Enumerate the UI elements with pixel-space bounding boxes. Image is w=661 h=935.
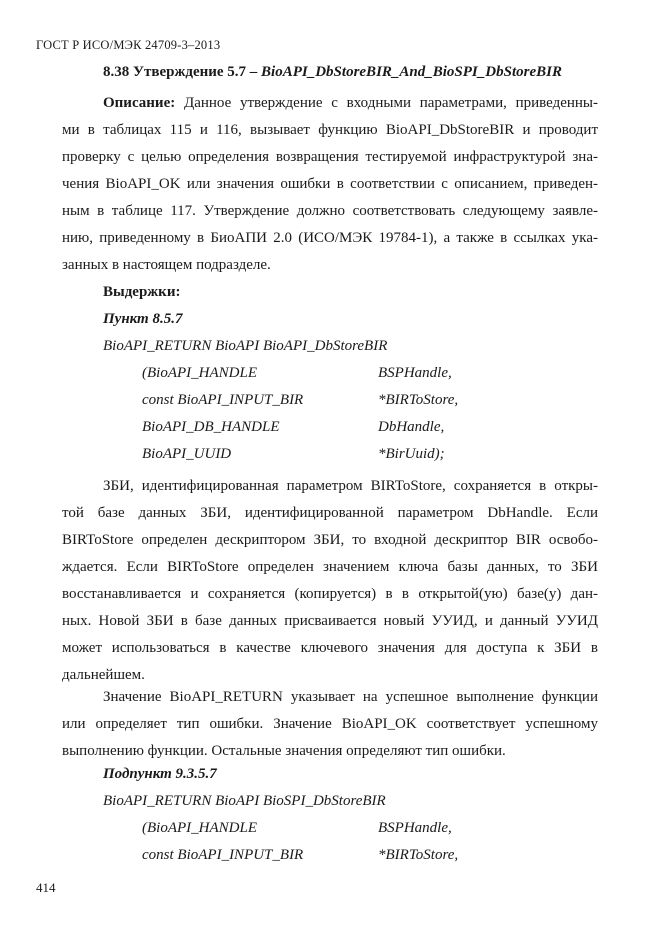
paragraph-line: или определяет тип ошибки. Значение BioAPI_OK соответствует успешному	[62, 716, 598, 732]
paragraph-line: чения BioAPI_OK или значения ошибки в соответствии с описанием, приведен-	[62, 176, 598, 192]
param-type: BioAPI_UUID	[142, 446, 232, 462]
param-type: (BioAPI_HANDLE	[142, 365, 257, 381]
param-type: const BioAPI_INPUT_BIR	[142, 392, 304, 408]
function-signature: BioAPI_RETURN BioAPI BioSPI_DbStoreBIR	[103, 793, 386, 809]
paragraph-line: занных в настоящем подразделе.	[62, 257, 271, 273]
param-type: const BioAPI_INPUT_BIR	[142, 847, 304, 863]
description-label: Описание:	[103, 95, 176, 111]
section-function-name: BioAPI_DbStoreBIR_And_BioSPI_DbStoreBIR	[261, 64, 562, 80]
paragraph-line: ждается. Если BIRToStore определен значением ключа базы данных, то ЗБИ	[62, 559, 598, 575]
return-value-paragraph	[62, 684, 598, 765]
paragraph-line: той базе данных ЗБИ, идентифицированной параметром DbHandle. Если	[62, 505, 598, 521]
paragraph-line: ми в таблицах 115 и 116, вызывает функцию BioAPI_DbStoreBIR и проводит	[62, 122, 598, 138]
description-paragraph	[62, 90, 598, 279]
paragraph-line: ных. Новой ЗБИ в базе данных присваивается новый УУИД, и данный УУИД	[62, 613, 598, 629]
paragraph-line: ЗБИ, идентифицированная параметром BIRToStore, сохраняется в откры-	[103, 478, 598, 494]
param-type: (BioAPI_HANDLE	[142, 820, 257, 836]
running-header: ГОСТ Р ИСО/МЭК 24709-3–2013	[36, 38, 221, 52]
section-title	[103, 64, 562, 81]
function-signature: BioAPI_RETURN BioAPI BioAPI_DbStoreBIR	[103, 338, 388, 354]
paragraph-line: BIRToStore определен дескриптором ЗБИ, то входной дескриптор BIR освобо-	[62, 532, 598, 548]
paragraph-line: восстанавливается и сохраняется (копируется) в в открытой(ую) базе(у) дан-	[62, 586, 598, 602]
section-number-label: 8.38 Утверждение 5.7 –	[103, 64, 262, 80]
paragraph-line: дальнейшем.	[62, 667, 145, 683]
param-name: *BIRToStore,	[378, 392, 459, 408]
clause-heading: Пункт 8.5.7	[103, 311, 183, 327]
param-name: *BirUuid);	[378, 446, 445, 462]
paragraph-line: выполнению функции. Остальные значения определяют тип ошибки.	[62, 743, 506, 759]
param-name: *BIRToStore,	[378, 847, 459, 863]
store-description-paragraph	[62, 473, 598, 689]
excerpts-heading: Выдержки:	[103, 284, 181, 300]
paragraph-line: Описание: Данное утверждение с входными параметрами, приведенны-	[103, 95, 598, 111]
paragraph-line: ным в таблице 117. Утверждение должно соответствовать следующему заявле-	[62, 203, 598, 219]
page-number: 414	[36, 880, 56, 895]
paragraph-line: нию, приведенному в БиоАПИ 2.0 (ИСО/МЭК 19784-1), а также в ссылках ука-	[62, 230, 598, 246]
param-name: BSPHandle,	[378, 820, 452, 836]
param-type: BioAPI_DB_HANDLE	[142, 419, 280, 435]
paragraph-line: проверку с целью определения возвращения тестируемой инфраструктурой зна-	[62, 149, 598, 165]
subclause-heading: Подпункт 9.3.5.7	[103, 766, 217, 782]
param-name: BSPHandle,	[378, 365, 452, 381]
paragraph-line: может использоваться в качестве ключевого значения для доступа к ЗБИ в	[62, 640, 598, 656]
paragraph-line: Значение BioAPI_RETURN указывает на успешное выполнение функции	[103, 689, 598, 705]
param-name: DbHandle,	[378, 419, 445, 435]
